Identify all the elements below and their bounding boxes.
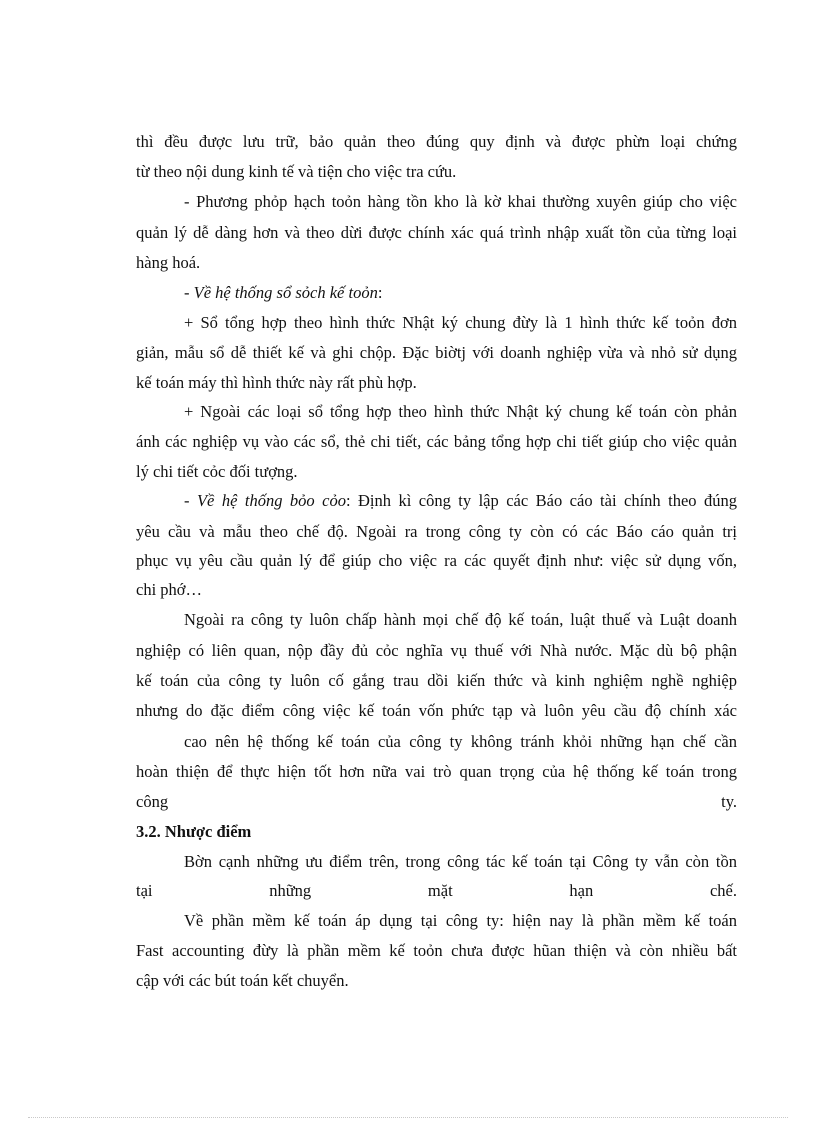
text-line: giản, mẫu sổ dễ thiết kế và ghi chộp. Đặc biờtj với doanh nghiệp vừa và nhỏ sử dụng	[136, 343, 737, 362]
italic-heading: - Về hệ thống sổ sỏch kế toỏn	[184, 283, 378, 302]
text-line: tại những mặt hạn chế.	[136, 881, 737, 900]
text-line: Bờn cạnh những ưu điểm trên, trong công tác kế toán tại Công ty vẫn còn tồn	[184, 852, 737, 871]
italic-heading: - Về hệ thống bỏo cỏo	[184, 491, 346, 510]
text-line: quản lý dễ dàng hơn và theo dừi được chính xác quá trình nhập xuất tồn của từng loại	[136, 223, 737, 242]
text-line: lý chi tiết cỏc đối tượng.	[136, 462, 298, 481]
text-line: nghiệp có liên quan, nộp đầy đủ cỏc nghĩa vụ thuế với Nhà nước. Mặc dù bộ phận	[136, 641, 737, 660]
text-line: cao nên hệ thống kế toán của công ty không tránh khỏi những hạn chế cần	[184, 732, 737, 751]
text-line: + Sổ tổng hợp theo hình thức Nhật ký chung đừy là 1 hình thức kế toỏn đơn	[184, 313, 737, 332]
text-line: hoàn thiện để thực hiện tốt hơn nữa vai trò quan trọng của hệ thống kế toán trong	[136, 762, 737, 781]
text-line: Về phần mềm kế toán áp dụng tại công ty: hiện nay là phần mềm kế toán	[184, 911, 737, 930]
text-line: kế toán của công ty luôn cố gắng trau dồi kiến thức và kinh nghiệm nghề nghiệp	[136, 671, 737, 690]
text-line: - Về hệ thống bỏo cỏo: Định kì công ty lập các Báo cáo tài chính theo đúng	[184, 491, 737, 510]
text-line: nhưng do đặc điểm công việc kế toán vốn phức tạp và luôn yêu cầu độ chính xác	[136, 701, 737, 720]
text-line: - Phương phỏp hạch toỏn hàng tồn kho là kờ khai thường xuyên giúp cho việc	[184, 192, 737, 211]
text-line: Ngoài ra công ty luôn chấp hành mọi chế độ kế toán, luật thuế và Luật doanh	[184, 610, 737, 629]
text-line: hàng hoá.	[136, 253, 201, 272]
page-bottom-divider	[28, 1117, 788, 1118]
text-line: cập với các bút toán kết chuyển.	[136, 971, 349, 990]
text-line: ánh các nghiệp vụ vào các sổ, thẻ chi tiết, các bảng tổng hợp chi tiết giúp cho việc quản	[136, 432, 737, 451]
text-line: + Ngoài các loại sổ tổng hợp theo hình thức Nhật ký chung kế toán còn phản	[184, 402, 737, 421]
text-line: từ theo nội dung kinh tế và tiện cho việc tra cứu.	[136, 162, 457, 181]
text-line: chi phớ…	[136, 580, 203, 599]
text-line: thì đều được lưu trữ, bảo quản theo đúng quy định và được phừn loại chứng	[136, 132, 737, 151]
section-heading: 3.2. Nhược điểm	[136, 822, 252, 841]
text-line: kế toán máy thì hình thức này rất phù hợp.	[136, 373, 417, 392]
text-line: - Về hệ thống sổ sỏch kế toỏn:	[184, 283, 383, 302]
text-line: công ty.	[136, 792, 737, 811]
text-line: phục vụ yêu cầu quản lý để giúp cho việc ra các quyết định như: việc sử dụng vốn,	[136, 551, 737, 570]
text-line: Fast accounting đừy là phần mềm kế toỏn chưa được hũan thiện và còn nhiều bất	[136, 941, 737, 960]
text-line: yêu cầu và mẫu theo chế độ. Ngoài ra trong công ty còn có các Báo cáo quản trị	[136, 522, 737, 541]
